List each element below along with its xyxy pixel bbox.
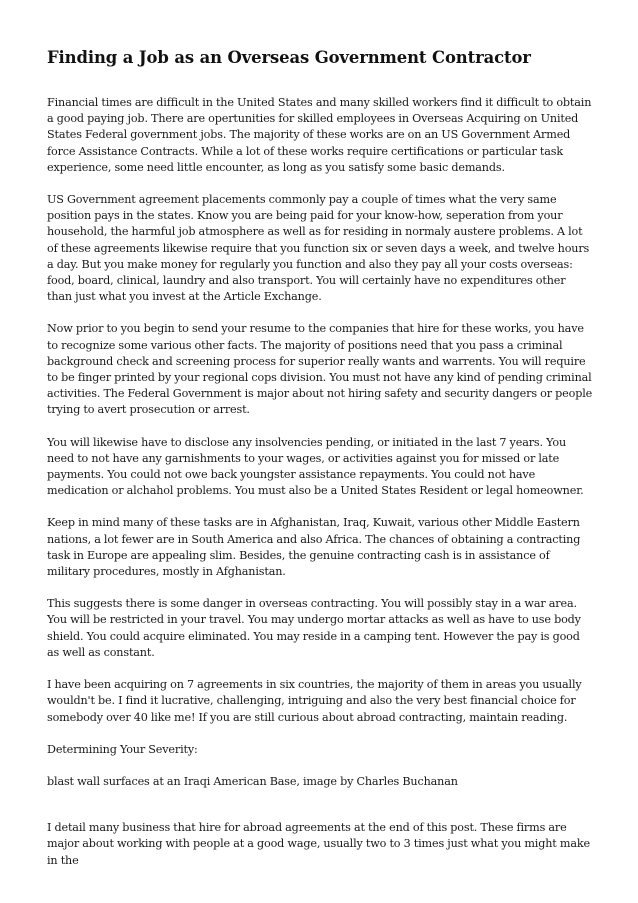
paragraph-1: Financial times are difficult in the United States and many skilled workers find it difficult to obtain a good paying job. There are opertunities for skilled employees in Overseas Acquiring on United States Federal government jobs. The majority of these works are on an US Government Armed force Assistance Contracts. While a lot of these works require certifications or particular task experience, some need little encounter, as long as you satisfy some basic demands.: [47, 96, 592, 174]
image-caption: blast wall surfaces at an Iraqi American Base, image by Charles Buchanan: [47, 774, 458, 788]
paragraph-3: Now prior to you begin to send your resume to the companies that hire for these works, you have to recognize some various other facts. The majority of positions need that you pass a criminal background check and screening process for superior really wants and warrents. You will require to be finger printed by your regional cops division. You must not have any kind of pending criminal activities. The Federal Government is major about not hiring safety and security dangers or people trying to avert prosecution or arrest.: [47, 322, 593, 417]
paragraph-8: I detail many business that hire for abroad agreements at the end of this post. These firms are major about working with people at a good wage, usually two to 3 times just what you might make in the: [47, 821, 590, 867]
document-body: [47, 47, 593, 885]
section-heading: Determining Your Severity:: [47, 742, 198, 756]
paragraph-2: US Government agreement placements commonly pay a couple of times what the very same position pays in the states. Know you are being paid for your know-how, seperation from your household, the harmful job atmosphere as well as for residing in normaly austere problems. A lot of these agreements likewise require that you function six or seven days a week, and twelve hours a day. But you make money for regularly you function and also they pay all your costs overseas: food, board, clinical, laundry and also transport. You will certainly have no expenditures other than just what you invest at the Article Exchange.: [47, 193, 590, 304]
paragraph-7: I have been acquiring on 7 agreements in six countries, the majority of them in areas you usually wouldn't be. I find it lucrative, challenging, intriguing and also the very best financial choice for somebody over 40 like me! If you are still curious about abroad contracting, maintain reading.: [47, 678, 582, 724]
paragraph-6: This suggests there is some danger in overseas contracting. You will possibly stay in a war area. You will be restricted in your travel. You may undergo mortar attacks as well as have to use body shield. You could acquire eliminated. You may reside in a camping tent. However the pay is good as well as constant.: [47, 597, 581, 659]
paragraph-4: You will likewise have to disclose any insolvencies pending, or initiated in the last 7 years. You need to not have any garnishments to your wages, or activities against you for missed or late payments. You could not owe back youngster assistance repayments. You could not have medication or alchahol problems. You must also be a United States Resident or legal homeowner.: [47, 435, 584, 498]
paragraph-5: Keep in mind many of these tasks are in Afghanistan, Iraq, Kuwait, various other Middle Eastern nations, a lot fewer are in South America and also Africa. The chances of obtaining a contracting task in Europe are appealing slim. Besides, the genuine contracting cash is in assistance of military procedures, mostly in Afghanistan.: [47, 516, 581, 579]
document-title: Finding a Job as an Overseas Government Contractor: [47, 48, 531, 67]
